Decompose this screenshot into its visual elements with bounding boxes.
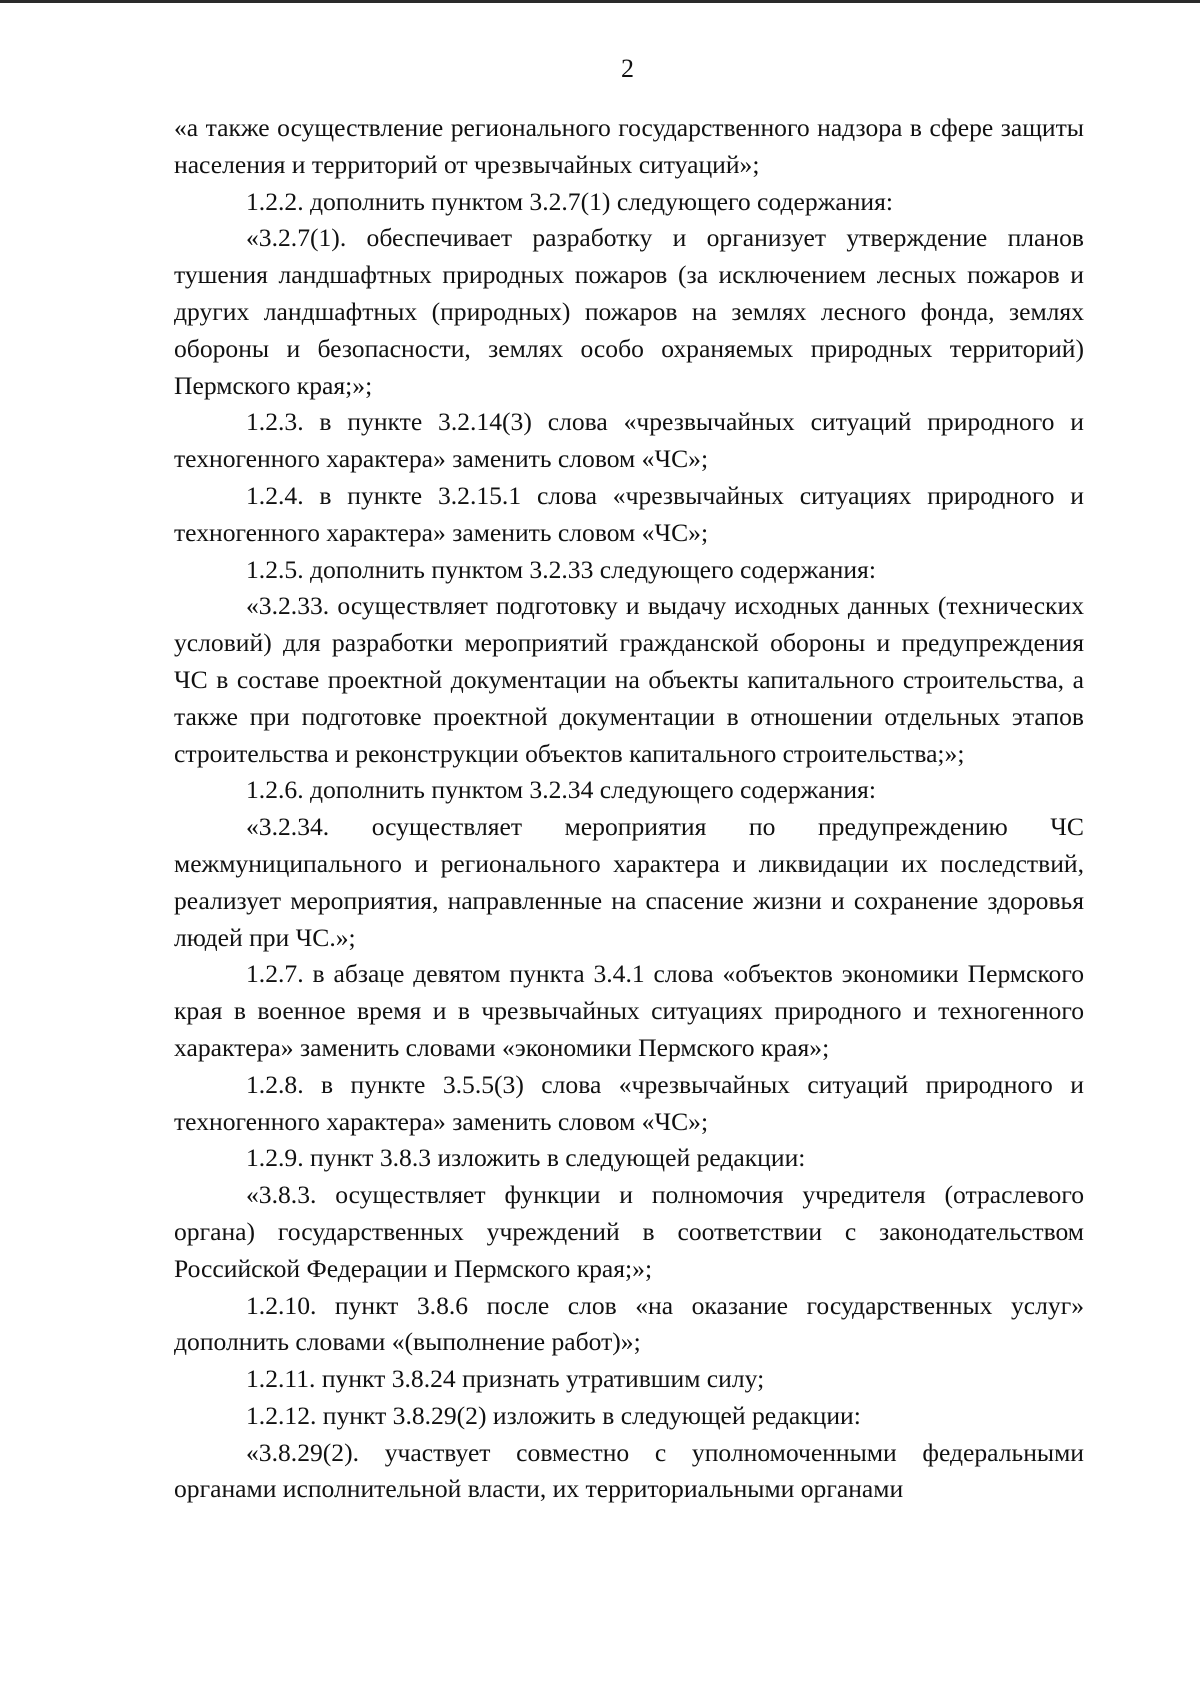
paragraph: 1.2.8. в пункте 3.5.5(3) слова «чрезвычайных ситуаций природного и техногенного характера» заменить словом «ЧС»; (174, 1069, 1084, 1136)
paragraph: 1.2.6. дополнить пунктом 3.2.34 следующего содержания: (246, 775, 876, 805)
paragraph: 1.2.7. в абзаце девятом пункта 3.4.1 слова «объектов экономики Пермского края в военное время и в чрезвычайных ситуациях природного и техногенного характера» заменить словами «экономики Пермского края»; (174, 959, 1084, 1062)
paragraph: «3.8.29(2). участвует совместно с уполномоченными федеральными органами исполнительной власти, их территориальными органами (174, 1437, 1084, 1504)
paragraph: 1.2.12. пункт 3.8.29(2) изложить в следующей редакции: (246, 1400, 861, 1430)
paragraph: 1.2.4. в пункте 3.2.15.1 слова «чрезвычайных ситуациях природного и техногенного характера» заменить словом «ЧС»; (174, 480, 1084, 547)
paragraph: 1.2.10. пункт 3.8.6 после слов «на оказание государственных услуг» дополнить словами «(выполнение работ)»; (174, 1290, 1084, 1357)
paragraph: 1.2.2. дополнить пунктом 3.2.7(1) следующего содержания: (246, 186, 893, 216)
scan-top-edge (0, 0, 1200, 3)
document-body (174, 110, 1084, 1508)
paragraph: 1.2.9. пункт 3.8.3 изложить в следующей редакции: (246, 1143, 806, 1173)
paragraph: 1.2.3. в пункте 3.2.14(3) слова «чрезвычайных ситуаций природного и техногенного характера» заменить словом «ЧС»; (174, 407, 1084, 474)
paragraph: «а также осуществление регионального государственного надзора в сфере защиты населения и территорий от чрезвычайных ситуаций»; (174, 113, 1084, 179)
paragraph: 1.2.11. пункт 3.8.24 признать утратившим силу; (246, 1364, 765, 1394)
paragraph: 1.2.5. дополнить пунктом 3.2.33 следующего содержания: (246, 554, 876, 584)
paragraph: «3.8.3. осуществляет функции и полномочия учредителя (отраслевого органа) государственных учреждений в соответствии с законодательством Российской Федерации и Пермского края;»; (174, 1180, 1084, 1283)
paragraph: «3.2.33. осуществляет подготовку и выдачу исходных данных (технических условий) для разработки мероприятий гражданской обороны и предупреждения ЧС в составе проектной документации на объекты капитального строительства, а также при подготовке проектной документации в отношении отдельных этапов строительства и реконструкции объектов капитального строительства;»; (174, 591, 1084, 768)
page-number: 2 (621, 54, 634, 83)
paragraph: «3.2.7(1). обеспечивает разработку и организует утверждение планов тушения ландшафтных природных пожаров (за исключением лесных пожаров и других ландшафтных (природных) пожаров на землях лесного фонда, землях обороны и безопасности, землях особо охраняемых природных территорий) Пермского края;»; (174, 223, 1084, 400)
paragraph: «3.2.34. осуществляет мероприятия по предупреждению ЧС межмуниципального и регионального характера и ликвидации их последствий, реализует мероприятия, направленные на спасение жизни и сохранение здоровья людей при ЧС.»; (174, 812, 1084, 952)
